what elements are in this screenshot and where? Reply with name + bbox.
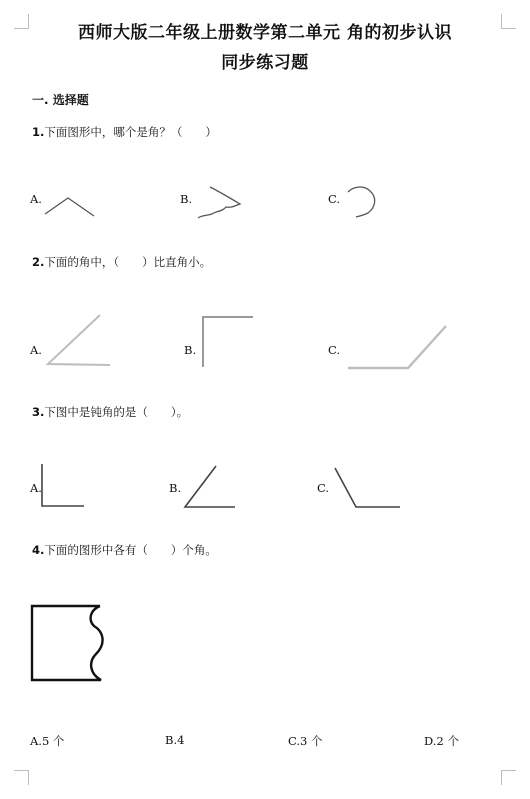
document-title-line1: 西师大版二年级上册数学第二单元 角的初步认识: [78, 23, 452, 43]
q1-option-a-label: A.: [30, 192, 42, 206]
q4-option-d: D.2 个: [424, 734, 459, 748]
question-1: [32, 124, 217, 140]
question-4-number: 4.: [32, 543, 45, 557]
q3-option-c-label: C.: [317, 481, 330, 495]
question-4: [32, 542, 217, 558]
q1-option-c-label: C.: [328, 192, 341, 206]
q3-option-a-label: A.: [30, 481, 42, 495]
q4-option-a: A.5 个: [30, 734, 65, 748]
q2-option-a-figure: [44, 312, 114, 370]
q1-option-b-figure: [194, 182, 246, 222]
q4-option-c: C.3 个: [288, 734, 323, 748]
question-4-text: 下面的图形中各有（ ）个角。: [44, 543, 217, 557]
question-2: [32, 254, 211, 270]
question-3: [32, 404, 188, 420]
question-1-text: 下面图形中，哪个是角？（ ）: [44, 125, 217, 139]
q3-option-b-figure: [182, 463, 238, 511]
q1-option-b-label: B.: [180, 192, 193, 206]
document-title-line2: 同步练习题: [221, 53, 309, 73]
question-3-number: 3.: [32, 405, 45, 419]
q2-option-c-figure: [346, 322, 450, 372]
question-3-text: 下图中是钝角的是（ ）。: [44, 405, 189, 419]
page-corner-mark-bottom-left: [14, 770, 29, 785]
q2-option-a-label: A.: [30, 343, 42, 357]
q2-option-b-label: B.: [184, 343, 197, 357]
section-heading: 一. 选择题: [32, 93, 89, 107]
question-1-number: 1.: [32, 125, 45, 139]
q4-option-b: B.4: [165, 733, 185, 747]
q1-option-c-figure: [340, 182, 382, 222]
q3-option-b-label: B.: [169, 481, 182, 495]
q3-option-a-figure: [38, 462, 88, 510]
q2-option-b-figure: [199, 313, 259, 371]
q4-shape-figure: [28, 602, 112, 686]
question-2-number: 2.: [32, 255, 45, 269]
q3-option-c-figure: [332, 464, 404, 512]
page-corner-mark-bottom-right: [501, 770, 516, 785]
q2-option-c-label: C.: [328, 343, 341, 357]
question-2-text: 下面的角中，（ ）比直角小。: [44, 255, 212, 269]
q1-option-a-figure: [40, 188, 100, 222]
